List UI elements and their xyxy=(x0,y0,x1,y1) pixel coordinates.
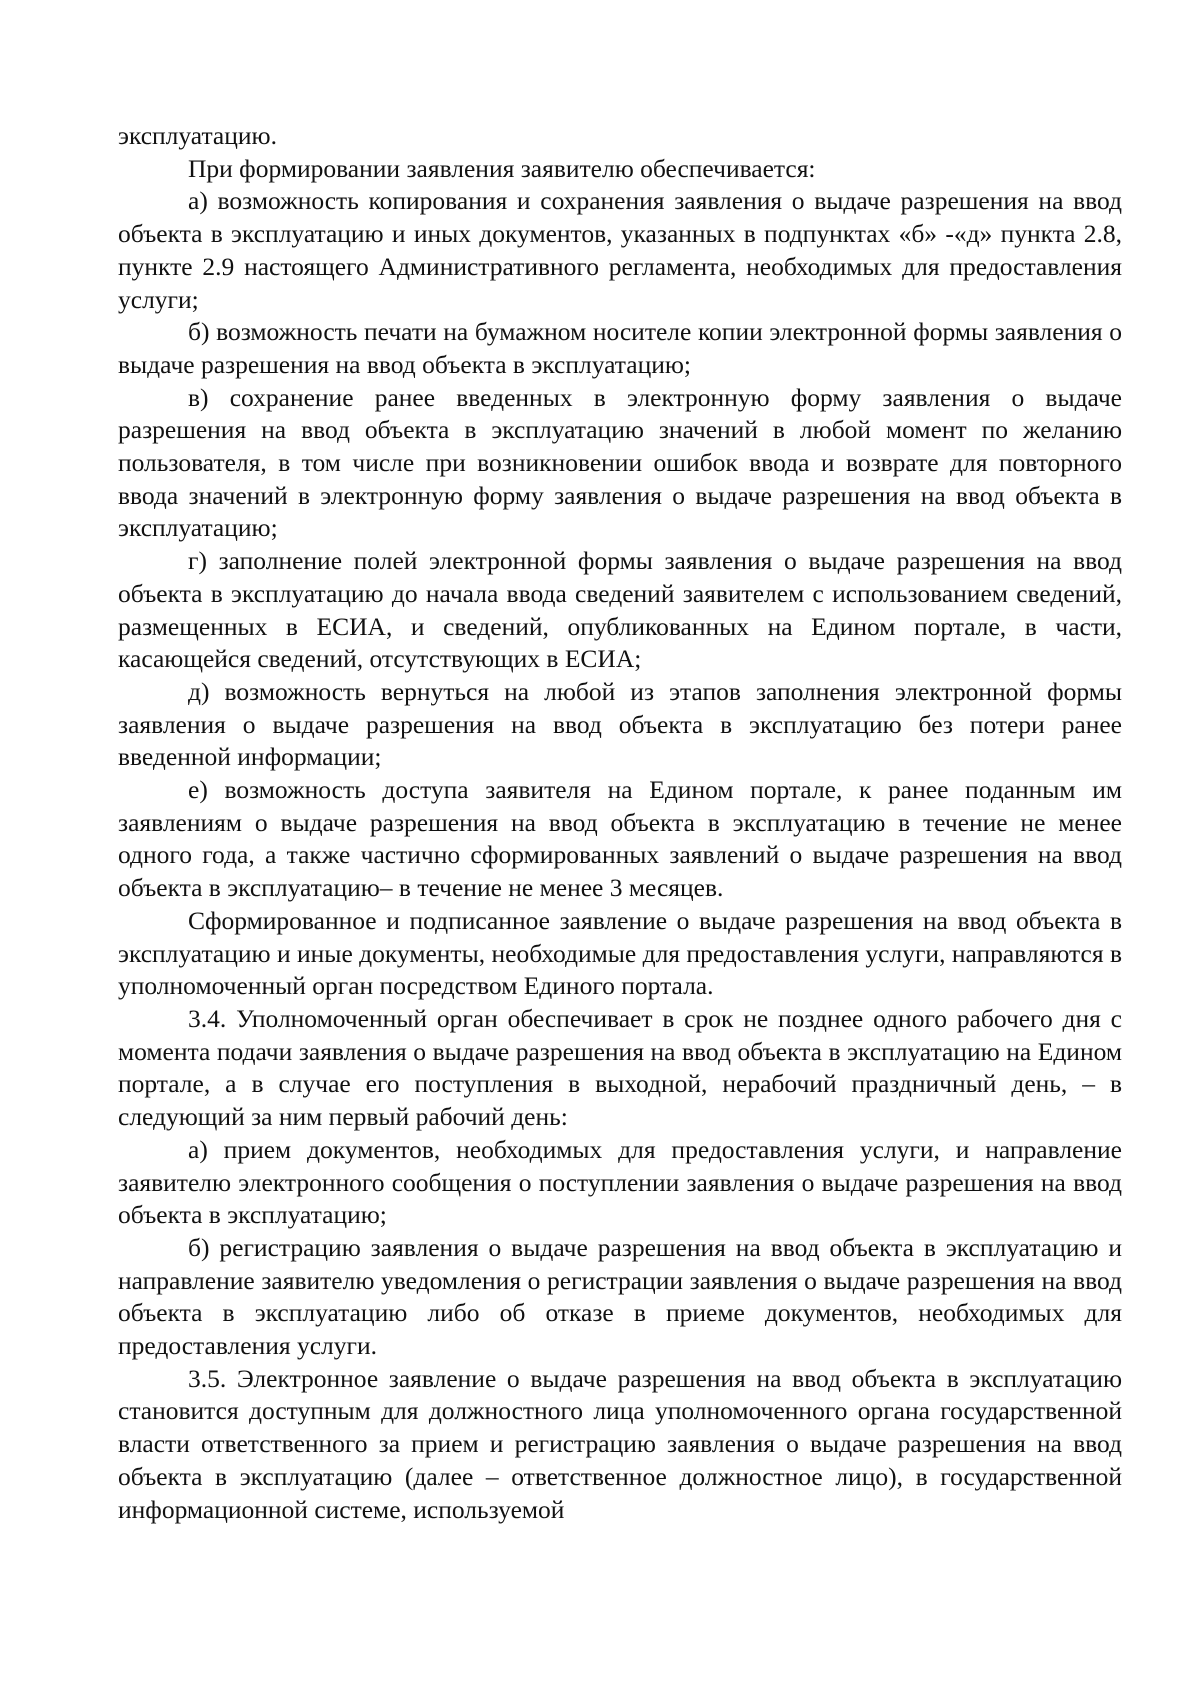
paragraph-item-d: д) возможность вернуться на любой из этапов заполнения электронной формы заявления о выдаче разрешения на ввод объекта в эксплуатацию без потери ранее введенной информации; xyxy=(118,676,1122,772)
paragraph-item-a: а) возможность копирования и сохранения заявления о выдаче разрешения на ввод объекта в эксплуатацию и иных документов, указанных в подпунктах «б» -«д» пункта 2.8, пункте 2.9 настоящего Административного регламента, необходимых для предоставления услуги; xyxy=(118,186,1122,314)
paragraph-3-4-item-a: а) прием документов, необходимых для предоставления услуги, и направление заявителю электронного сообщения о поступлении заявления о выдаче разрешения на ввод объекта в эксплуатацию; xyxy=(118,1134,1122,1230)
paragraph-section-3-5: 3.5. Электронное заявление о выдаче разрешения на ввод объекта в эксплуатацию становится доступным для должностного лица уполномоченного органа государственной власти ответственного за прием и регистрацию заявления о выдаче разрешения на ввод объекта в эксплуатацию (далее – ответственное должностное лицо), в государственной информационной системе, используемой xyxy=(118,1363,1122,1524)
paragraph-continuation: эксплуатацию. xyxy=(118,121,277,150)
paragraph-item-e: е) возможность доступа заявителя на Едином портале, к ранее поданным им заявлениям о выдаче разрешения на ввод объекта в эксплуатацию в течение не менее одного года, а также частично сформированных заявлений о выдаче разрешения на ввод объекта в эксплуатацию– в течение не менее 3 месяцев. xyxy=(118,775,1122,903)
paragraph-item-v: в) сохранение ранее введенных в электронную форму заявления о выдаче разрешения на ввод объекта в эксплуатацию значений в любой момент по желанию пользователя, в том числе при возникновении ошибок ввода и возврате для повторного ввода значений в электронную форму заявления о выдаче разрешения на ввод объекта в эксплуатацию; xyxy=(118,382,1122,543)
paragraph-item-b: б) возможность печати на бумажном носителе копии электронной формы заявления о выдаче разрешения на ввод объекта в эксплуатацию; xyxy=(118,317,1122,379)
paragraph-3-4-item-b: б) регистрацию заявления о выдаче разрешения на ввод объекта в эксплуатацию и направление заявителю уведомления о регистрации заявления о выдаче разрешения на ввод объекта в эксплуатацию либо об отказе в приеме документов, необходимых для предоставления услуги. xyxy=(118,1232,1122,1361)
paragraph-item-g: г) заполнение полей электронной формы заявления о выдаче разрешения на ввод объекта в эксплуатацию до начала ввода сведений заявителем с использованием сведений, размещенных в ЕСИА, и сведений, опубликованных на Едином портале, в части, касающейся сведений, отсутствующих в ЕСИА; xyxy=(118,546,1122,674)
paragraph-submission: Сформированное и подписанное заявление о выдаче разрешения на ввод объекта в эксплуатацию и иные документы, необходимые для предоставления услуги, направляются в уполномоченный орган посредством Единого портала. xyxy=(118,905,1122,1001)
paragraph-intro: При формировании заявления заявителю обеспечивается: xyxy=(188,153,816,183)
document-page xyxy=(118,120,1122,1526)
paragraph-section-3-4: 3.4. Уполномоченный орган обеспечивает в срок не позднее одного рабочего дня с момента подачи заявления о выдаче разрешения на ввод объекта в эксплуатацию на Едином портале, а в случае его поступления в выходной, нерабочий праздничный день, – в следующий за ним первый рабочий день: xyxy=(118,1003,1122,1132)
